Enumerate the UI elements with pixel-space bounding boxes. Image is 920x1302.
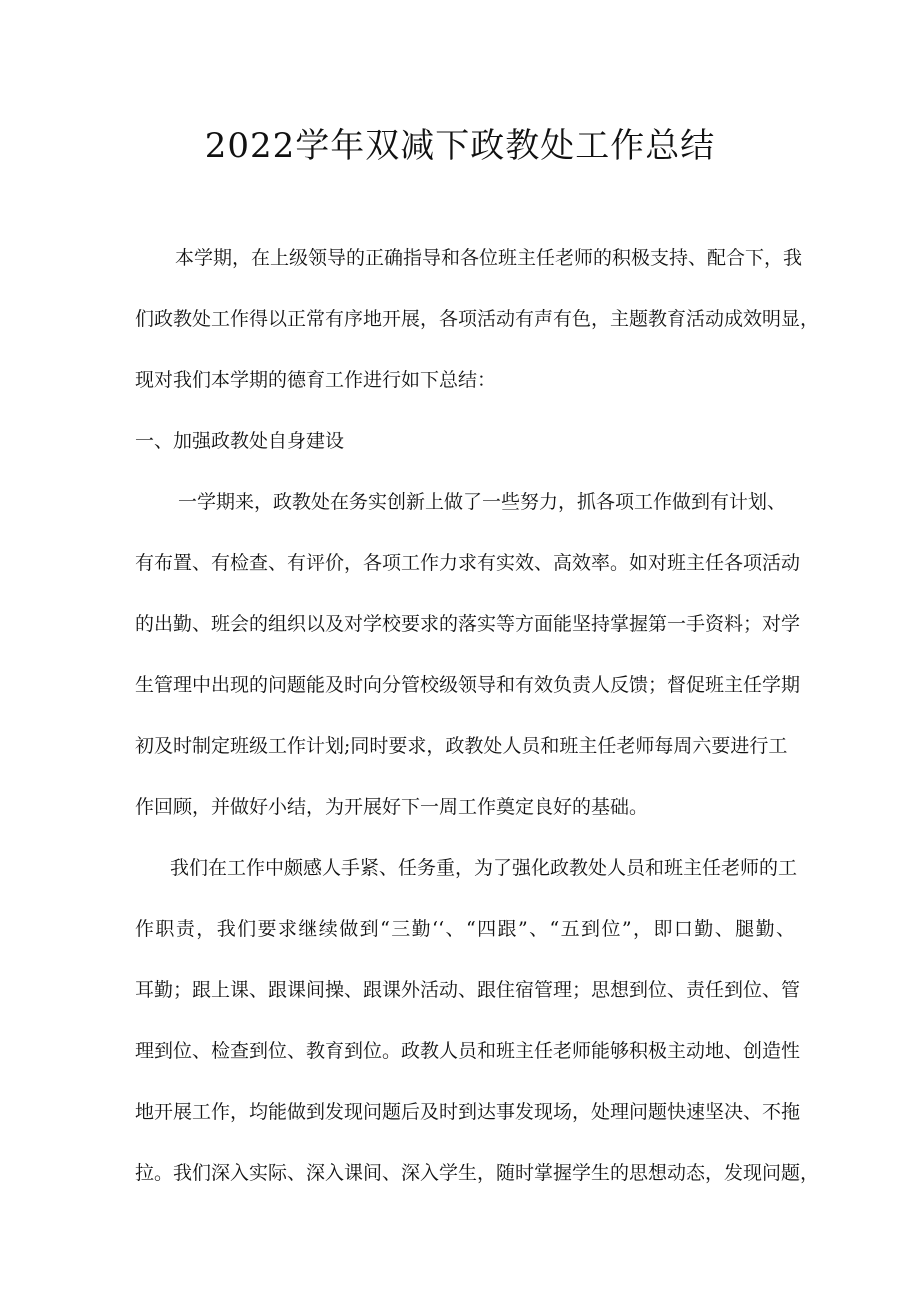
- intro-line-1: 本学期，在上级领导的正确指导和各位班主任老师的积极支持、配合下，我: [175, 247, 803, 269]
- section-heading: 一、加强政教处自身建设: [135, 430, 345, 452]
- intro-line-3: 现对我们本学期的德育工作进行如下总结：: [135, 369, 497, 391]
- paragraph1-line-3: 的出勤、班会的组织以及对学校要求的落实等方面能坚持掌握第一手资料；对学: [135, 613, 801, 635]
- paragraph2-line-1: 我们在工作中颇感人手紧、任务重，为了强化政教处人员和班主任老师的工: [170, 857, 798, 879]
- paragraph2-line-6: 拉。我们深入实际、深入课间、深入学生，随时掌握学生的思想动态，发现问题，: [135, 1162, 820, 1184]
- paragraph2-line-4: 理到位、检查到位、教育到位。政教人员和班主任老师能够积极主动地、创造性: [135, 1040, 801, 1062]
- paragraph1-line-4: 生管理中出现的问题能及时向分管校级领导和有效负责人反馈；督促班主任学期: [135, 674, 801, 696]
- paragraph1-line-5: 初及时制定班级工作计划;同时要求，政教处人员和班主任老师每周六要进行工: [135, 735, 788, 757]
- paragraph1-line-2: 有布置、有检查、有评价，各项工作力求有实效、高效率。如对班主任各项活动: [135, 552, 801, 574]
- paragraph1-line-1: 一学期来，政教处在务实创新上做了一些努力，抓各项工作做到有计划、: [178, 491, 787, 513]
- paragraph2-line-2: 作职责，我们要求继续做到“三勤‘‘、“四跟”、“五到位”，即口勤、腿勤、: [135, 918, 795, 940]
- paragraph1-line-6: 作回顾，并做好小结，为开展好下一周工作奠定良好的基础。: [135, 796, 649, 818]
- paragraph2-line-3: 耳勤；跟上课、跟课间操、跟课外活动、跟住宿管理；思想到位、责任到位、管: [135, 979, 801, 1001]
- document-title: 2022学年双减下政教处工作总结: [204, 126, 716, 166]
- paragraph2-line-5: 地开展工作，均能做到发现问题后及时到达事发现场，处理问题快速坚决、不拖: [135, 1101, 801, 1123]
- intro-line-2: 们政教处工作得以正常有序地开展，各项活动有声有色，主题教育活动成效明显，: [135, 308, 820, 330]
